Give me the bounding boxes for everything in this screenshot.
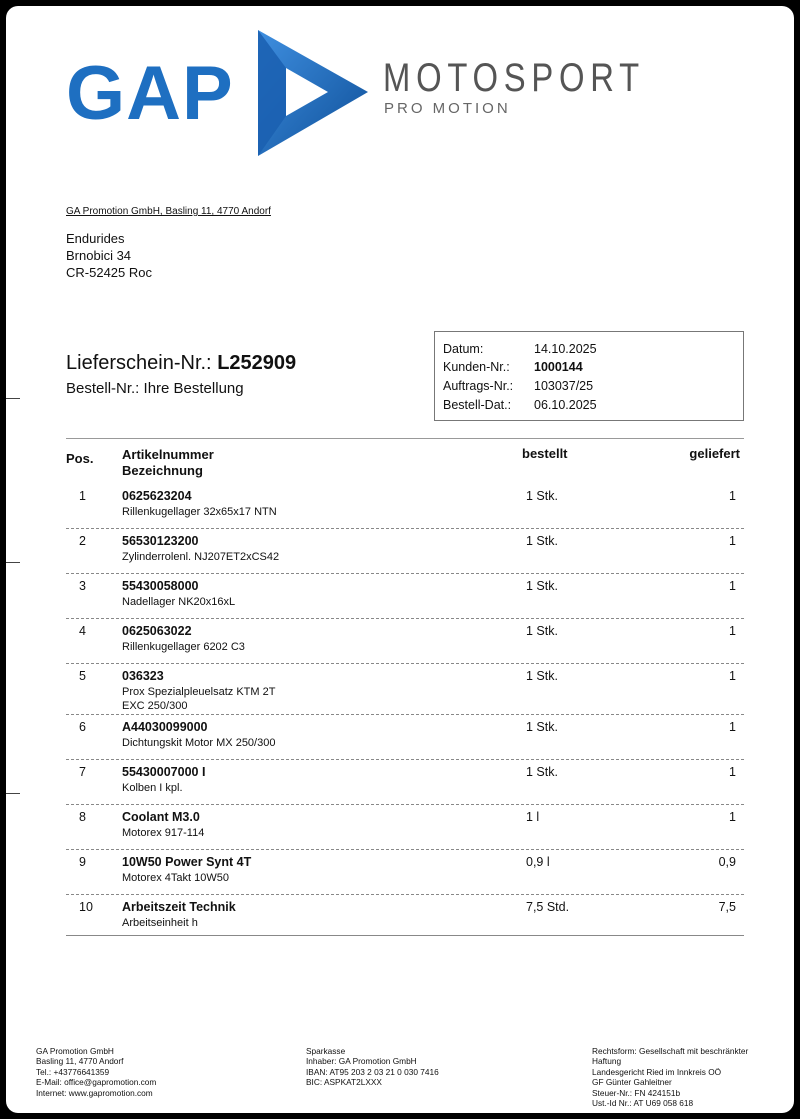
row-pos: 8 <box>79 810 86 824</box>
footer-line: Internet: www.gapromotion.com <box>36 1087 153 1098</box>
row-pos: 3 <box>79 579 86 593</box>
info-box <box>434 331 744 421</box>
info-label: Auftrags-Nr.: <box>443 379 514 393</box>
row-article-number: 55430058000 <box>122 579 199 593</box>
footer-line: E-Mail: office@gapromotion.com <box>36 1077 157 1088</box>
table-top-rule <box>66 438 744 439</box>
row-article-number: Coolant M3.0 <box>122 810 200 824</box>
row-ordered: 1 Stk. <box>526 489 558 503</box>
row-pos: 10 <box>79 900 93 914</box>
recipient-city: CR-52425 Roc <box>66 265 152 280</box>
info-value: 14.10.2025 <box>534 342 597 356</box>
info-value: 1000144 <box>534 360 583 374</box>
recipient-address <box>66 230 152 281</box>
row-pos: 9 <box>79 855 86 869</box>
row-pos: 4 <box>79 624 86 638</box>
info-row <box>443 398 597 412</box>
row-description: Arbeitseinheit h <box>122 917 198 929</box>
row-description: Rillenkugellager 32x65x17 NTN <box>122 506 277 518</box>
table-row <box>66 895 744 935</box>
row-article-number: Arbeitszeit Technik <box>122 900 236 914</box>
logo-gap-text: GAP <box>66 51 234 136</box>
row-delivered: 1 <box>729 534 736 548</box>
footer-line: Sparkasse <box>306 1046 346 1056</box>
row-delivered: 1 <box>729 489 736 503</box>
footer-bank <box>306 1046 439 1088</box>
row-pos: 2 <box>79 534 86 548</box>
row-delivered: 1 <box>729 624 736 638</box>
header-description: Bezeichnung <box>122 463 203 478</box>
table-row <box>66 529 744 574</box>
recipient-name: Endurides <box>66 231 125 246</box>
row-article-number: 56530123200 <box>122 534 199 548</box>
row-ordered: 1 l <box>526 810 540 824</box>
row-pos: 1 <box>79 489 86 503</box>
row-pos: 6 <box>79 720 86 734</box>
table-row <box>66 484 744 529</box>
row-article-number: A44030099000 <box>122 720 208 734</box>
row-description: Dichtungskit Motor MX 250/300 <box>122 737 276 749</box>
order-number <box>66 380 244 397</box>
header-article: Artikelnummer <box>122 447 214 462</box>
row-delivered: 1 <box>729 765 736 779</box>
row-article-number: 10W50 Power Synt 4T <box>122 855 252 869</box>
row-article-number: 0625623204 <box>122 489 192 503</box>
row-description: Motorex 4Takt 10W50 <box>122 872 229 884</box>
row-ordered: 1 Stk. <box>526 624 558 638</box>
fold-mark <box>6 793 20 794</box>
table-bottom-rule <box>66 935 744 936</box>
order-number-value: Ihre Bestellung <box>143 380 244 397</box>
order-number-label: Bestell-Nr.: <box>66 380 140 397</box>
info-label: Datum: <box>443 342 484 356</box>
row-article-number: 036323 <box>122 669 164 683</box>
footer-line: Haftung <box>592 1056 622 1067</box>
row-delivered: 1 <box>729 669 736 683</box>
header-pos: Pos. <box>66 451 94 466</box>
info-value: 06.10.2025 <box>534 398 597 412</box>
delivery-note-label: Lieferschein-Nr.: <box>66 352 212 374</box>
info-row <box>443 360 583 374</box>
row-description: EXC 250/300 <box>122 700 188 712</box>
row-description: Zylinderrolenl. NJ207ET2xCS42 <box>122 551 280 563</box>
row-ordered: 7,5 Std. <box>526 900 570 914</box>
footer-line: Ust.-Id Nr.: AT U69 058 618 <box>592 1098 694 1109</box>
row-description: Nadellager NK20x16xL <box>122 596 236 608</box>
footer-line: GA Promotion GmbH <box>36 1046 114 1056</box>
footer-legal <box>592 1046 748 1108</box>
row-ordered: 1 Stk. <box>526 579 558 593</box>
footer-line: Steuer-Nr.: FN 424151b <box>592 1087 681 1098</box>
recipient-street: Brnobici 34 <box>66 248 132 263</box>
row-delivered: 7,5 <box>718 900 736 914</box>
row-description: Kolben I kpl. <box>122 782 183 794</box>
row-description: Prox Spezialpleuelsatz KTM 2T <box>122 686 276 698</box>
table-row <box>66 619 744 664</box>
info-value: 103037/25 <box>534 379 594 393</box>
footer-line: IBAN: AT95 203 2 03 21 0 030 7416 <box>306 1066 439 1077</box>
row-ordered: 1 Stk. <box>526 720 558 734</box>
footer-line: Tel.: +43776641359 <box>36 1066 110 1077</box>
row-pos: 7 <box>79 765 86 779</box>
delivery-note-number: L252909 <box>217 352 297 374</box>
table-row <box>66 574 744 619</box>
row-description: Motorex 917-114 <box>122 827 205 839</box>
table-row <box>66 805 744 850</box>
footer-line: GF Günter Gahleitner <box>592 1077 672 1088</box>
logo-tagline: PRO MOTION <box>384 100 511 117</box>
footer-line: BIC: ASPKAT2LXXX <box>306 1077 382 1088</box>
row-delivered: 1 <box>729 720 736 734</box>
row-description: Rillenkugellager 6202 C3 <box>122 641 245 653</box>
row-article-number: 0625063022 <box>122 624 192 638</box>
row-article-number: 55430007000 I <box>122 765 206 779</box>
table-row <box>66 850 744 895</box>
footer-line: Landesgericht Ried im Innkreis OÖ <box>592 1066 722 1077</box>
info-row <box>443 379 593 393</box>
info-label: Bestell-Dat.: <box>443 398 512 412</box>
footer-line: Inhaber: GA Promotion GmbH <box>306 1056 417 1067</box>
row-ordered: 0,9 l <box>526 855 550 869</box>
delivery-note-title <box>66 352 296 375</box>
delivery-note-page <box>6 6 794 1113</box>
row-delivered: 1 <box>729 579 736 593</box>
row-ordered: 1 Stk. <box>526 669 558 683</box>
footer-line: Basling 11, 4770 Andorf <box>36 1056 124 1067</box>
info-label: Kunden-Nr.: <box>443 360 510 374</box>
row-ordered: 1 Stk. <box>526 534 558 548</box>
logo-play-icon <box>256 30 368 156</box>
footer-company <box>36 1046 156 1098</box>
row-delivered: 1 <box>729 810 736 824</box>
footer-line: Rechtsform: Gesellschaft mit beschränkter <box>592 1046 749 1056</box>
row-ordered: 1 Stk. <box>526 765 558 779</box>
table-row <box>66 760 744 805</box>
fold-mark <box>6 562 20 563</box>
table-row <box>66 664 744 715</box>
header-ordered: bestellt <box>522 446 568 461</box>
info-row <box>443 342 597 356</box>
fold-mark <box>6 398 20 399</box>
header-delivered: geliefert <box>689 446 740 461</box>
row-delivered: 0,9 <box>718 855 736 869</box>
table-row <box>66 715 744 760</box>
row-pos: 5 <box>79 669 86 683</box>
sender-line: GA Promotion GmbH, Basling 11, 4770 Andorf <box>66 206 271 217</box>
logo-motosport-text: MOTOSPORT <box>383 56 645 100</box>
